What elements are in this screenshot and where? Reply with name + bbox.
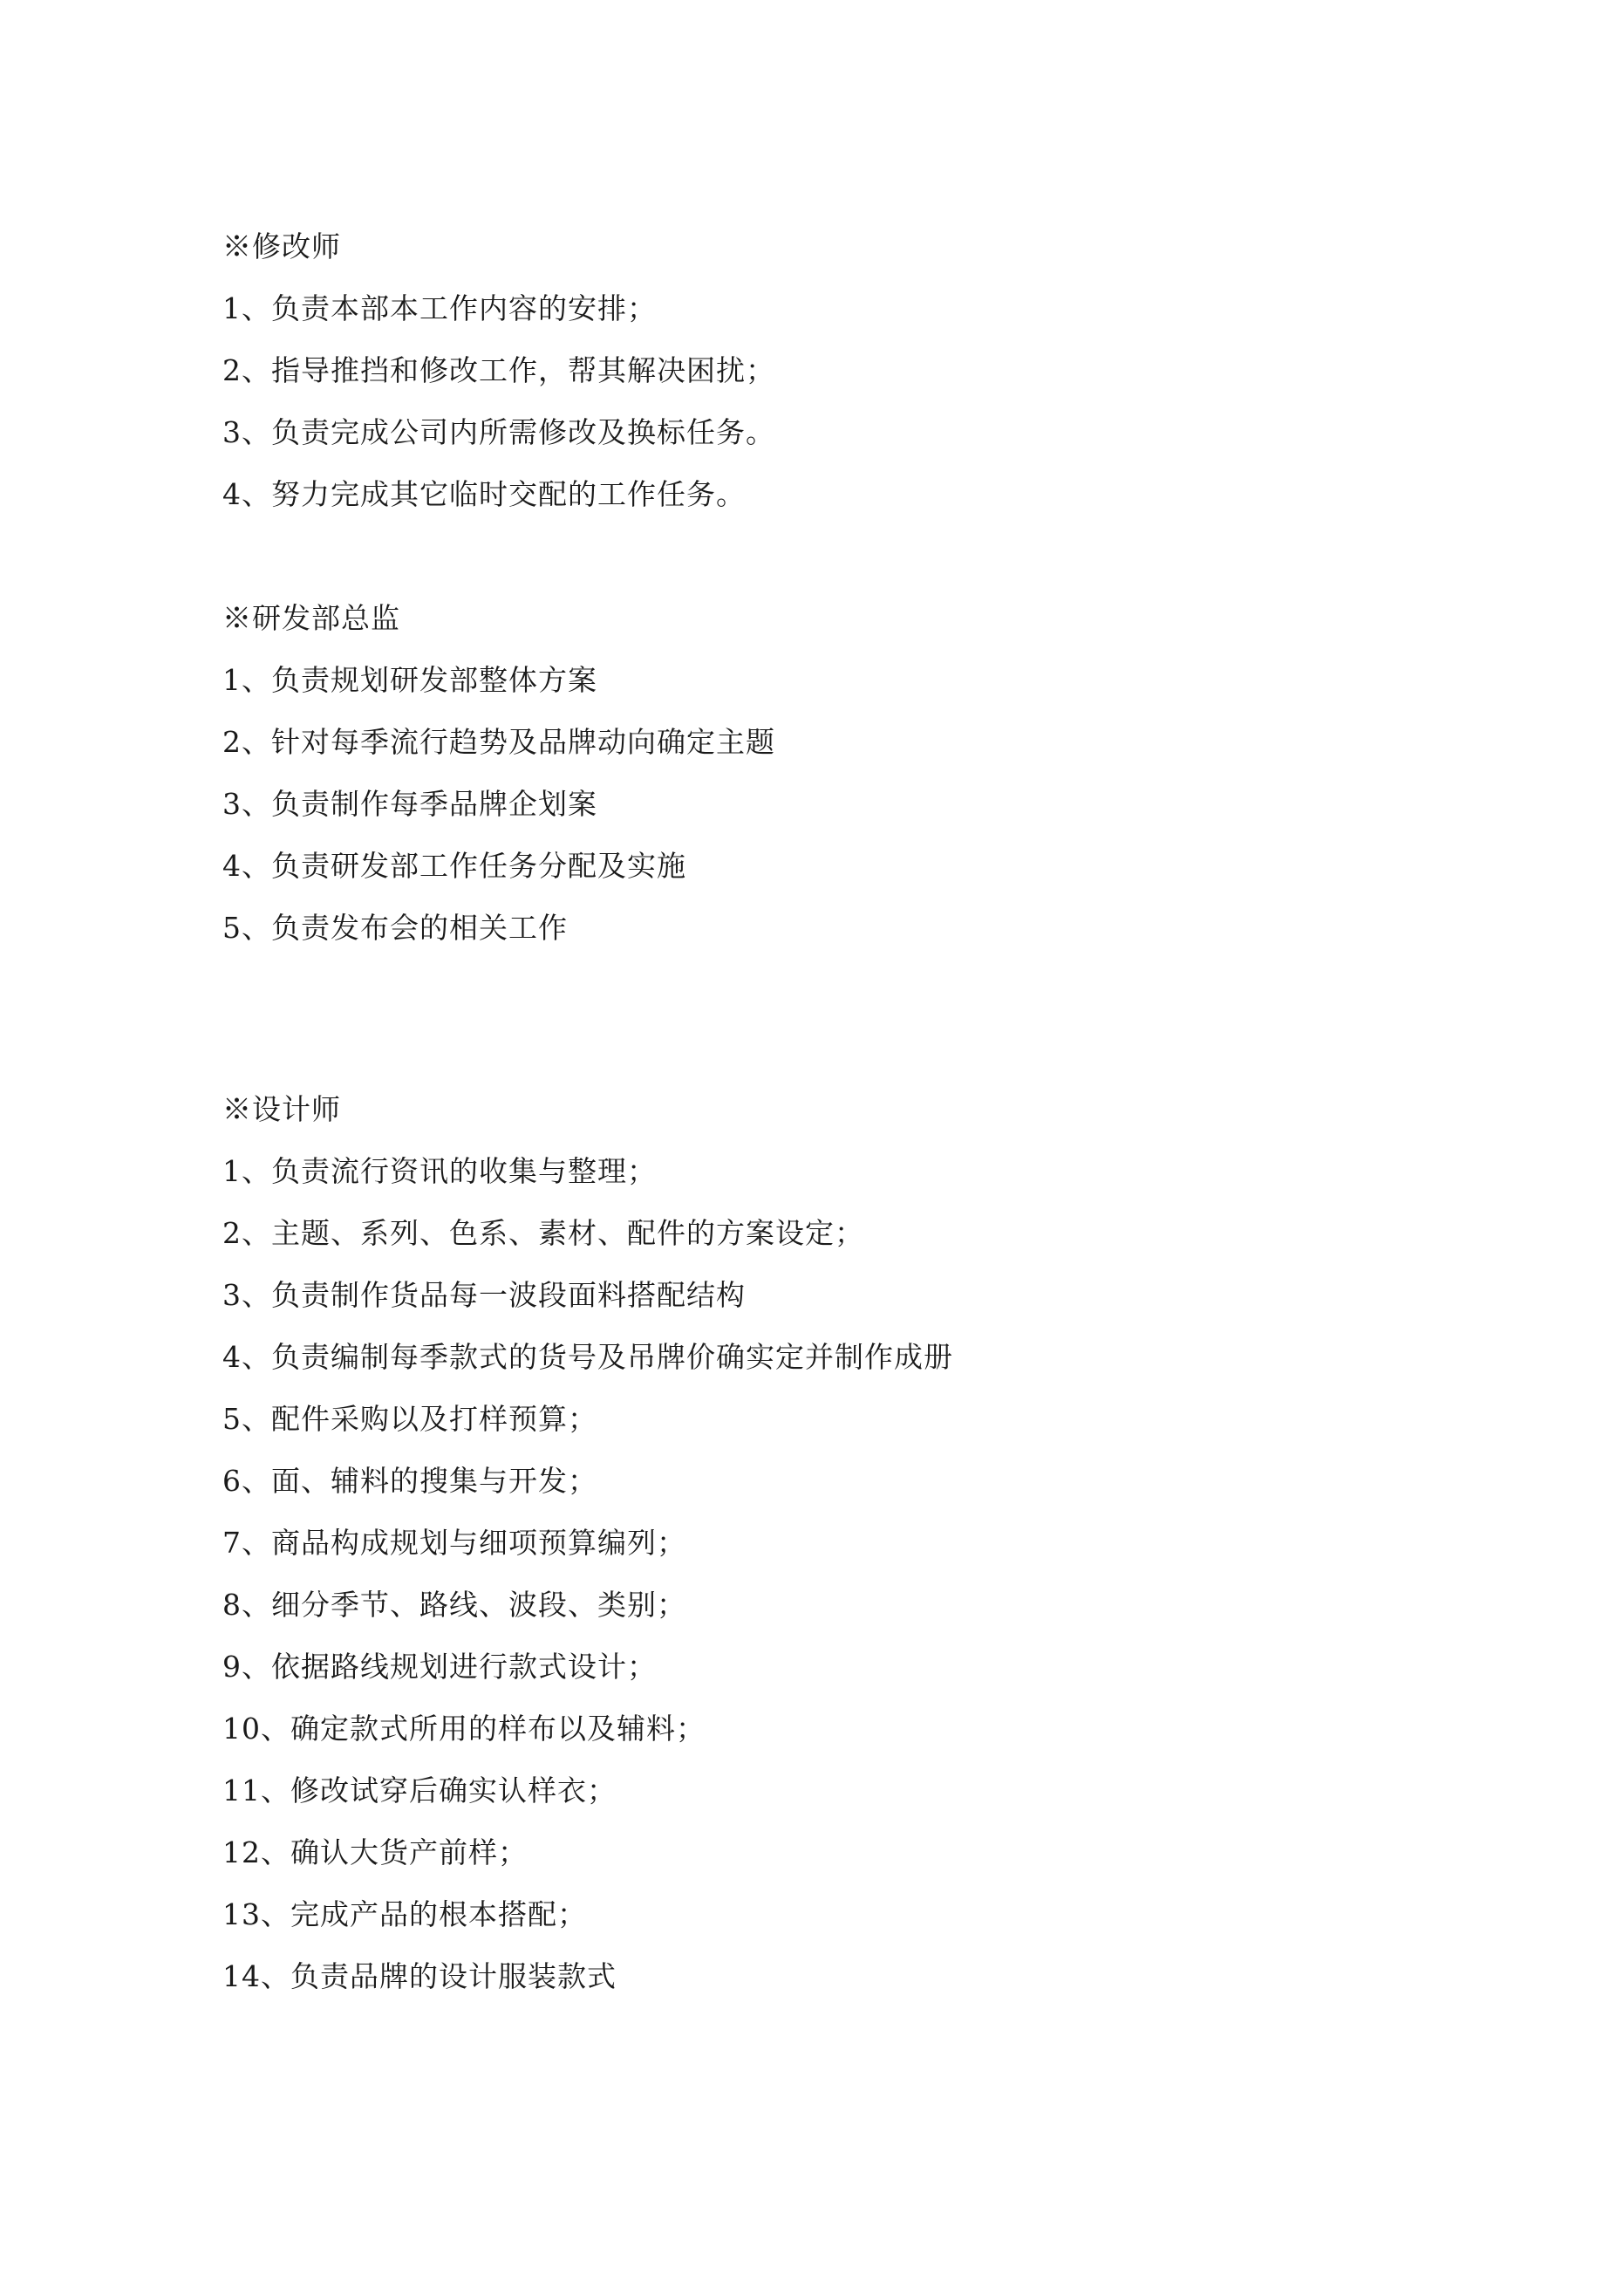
list-item: 5、负责发布会的相关工作: [222, 911, 568, 945]
list-item: 9、依据路线规划进行款式设计；: [222, 1650, 657, 1684]
list-item: 7、商品构成规划与细项预算编列；: [222, 1526, 686, 1560]
list-item: 4、努力完成其它临时交配的工作任务。: [222, 477, 746, 511]
list-item: 3、负责完成公司内所需修改及换标任务。: [222, 415, 775, 449]
section-heading-xiugaishi: ※修改师: [222, 229, 341, 263]
list-item: 1、负责本部本工作内容的安排；: [222, 291, 657, 325]
section-heading-shejishi: ※设计师: [222, 1092, 341, 1126]
list-item: 3、负责制作每季品牌企划案: [222, 787, 597, 821]
list-item: 2、指导推挡和修改工作，帮其解决困扰；: [222, 353, 775, 387]
list-item: 6、面、辅料的搜集与开发；: [222, 1464, 597, 1498]
list-item: 14、负责品牌的设计服装款式: [222, 1959, 617, 1993]
list-item: 10、确定款式所用的样布以及辅料；: [222, 1712, 706, 1746]
list-item: 12、确认大货产前样；: [222, 1835, 528, 1869]
list-item: 1、负责流行资讯的收集与整理；: [222, 1154, 657, 1188]
list-item: 2、主题、系列、色系、素材、配件的方案设定；: [222, 1216, 864, 1250]
list-item: 13、完成产品的根本搭配；: [222, 1897, 587, 1931]
section-heading-yanfabu-zongjian: ※研发部总监: [222, 601, 400, 635]
list-item: 3、负责制作货品每一波段面料搭配结构: [222, 1278, 746, 1312]
list-item: 11、修改试穿后确实认样衣；: [222, 1773, 617, 1807]
list-item: 2、针对每季流行趋势及品牌动向确定主题: [222, 725, 775, 759]
list-item: 8、细分季节、路线、波段、类别；: [222, 1588, 686, 1622]
list-item: 4、负责研发部工作任务分配及实施: [222, 849, 686, 883]
list-item: 1、负责规划研发部整体方案: [222, 663, 597, 697]
list-item: 4、负责编制每季款式的货号及吊牌价确实定并制作成册: [222, 1340, 953, 1374]
list-item: 5、配件采购以及打样预算；: [222, 1402, 597, 1436]
